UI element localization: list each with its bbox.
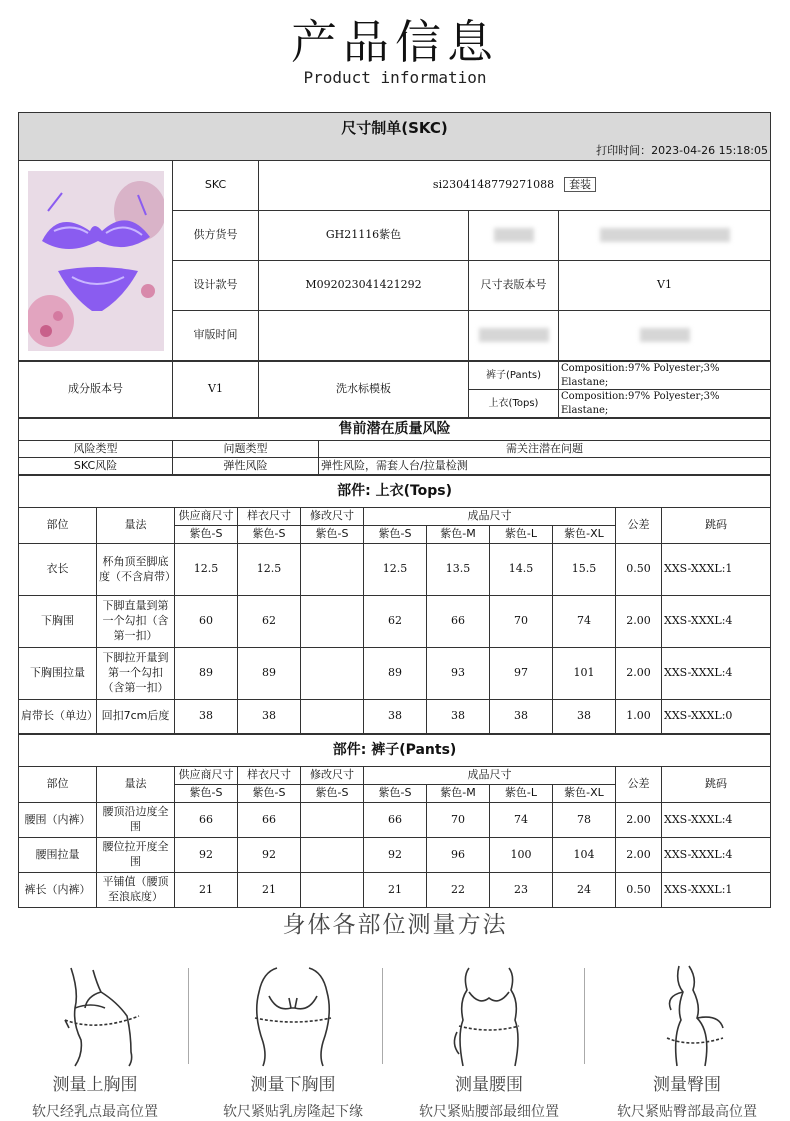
size-header: 紫色-M [427,526,490,544]
measure-figures [0,962,790,1120]
col-sample-size: 样衣尺寸 [238,767,301,785]
cell-part: 裤长（内裤） [19,873,97,908]
waist-figure-icon [429,962,549,1068]
measure-upper-bust [0,962,190,1120]
lingerie-photo-icon [28,171,164,351]
redacted-cell [559,211,771,261]
cell-jump: XXS-XXXL:4 [662,803,771,838]
composition-version-label: 成分版本号 [19,362,173,418]
cell-modify [301,838,364,873]
table-row [19,873,771,908]
cell-xl: 38 [553,700,616,734]
cell-tolerance: 2.00 [616,596,662,648]
composition-version-value: V1 [173,362,259,418]
tops-label: 上衣(Tops) [469,390,559,418]
tops-section-title: 部件: 上衣(Tops) [19,476,771,508]
cell-modify [301,700,364,734]
cell-m: 13.5 [427,544,490,596]
cell-s: 89 [364,648,427,700]
col-method: 量法 [97,767,175,803]
upper-bust-figure-icon [35,962,155,1068]
cell-supplier: 12.5 [175,544,238,596]
cell-tolerance: 2.00 [616,648,662,700]
size-header: 紫色-XL [553,785,616,803]
col-part: 部位 [19,508,97,544]
risk-type-label: 风险类型 [19,441,173,458]
cell-xl: 101 [553,648,616,700]
col-part: 部位 [19,767,97,803]
pants-section-title: 部件: 裤子(Pants) [19,735,771,767]
col-jump: 跳码 [662,508,771,544]
cell-modify [301,873,364,908]
col-method: 量法 [97,508,175,544]
cell-l: 14.5 [490,544,553,596]
cell-modify [301,596,364,648]
figure-divider [188,968,189,1064]
size-header: 紫色-S [364,526,427,544]
cell-supplier: 21 [175,873,238,908]
size-header: 紫色-S [238,785,301,803]
measure-hip [592,962,782,1120]
size-version-label: 尺寸表版本号 [469,261,559,311]
cell-part: 衣长 [19,544,97,596]
redacted-cell [469,311,559,361]
skc-tag: 套装 [564,177,596,192]
measure-under-bust [198,962,388,1120]
cell-modify [301,648,364,700]
size-header: 紫色-S [238,526,301,544]
pants-composition: Composition:97% Polyester;3% Elastane; [559,362,771,390]
supplier-no-value: GH21116紫色 [259,211,469,261]
cell-s: 62 [364,596,427,648]
hip-figure-icon [627,962,747,1068]
redacted-cell [559,311,771,361]
col-jump: 跳码 [662,767,771,803]
measure-name: 测量上胸围 [52,1075,138,1095]
cell-l: 97 [490,648,553,700]
cell-sample: 38 [238,700,301,734]
cell-sample: 92 [238,838,301,873]
cell-m: 38 [427,700,490,734]
size-sheet [18,112,770,908]
cell-tolerance: 1.00 [616,700,662,734]
cell-sample: 66 [238,803,301,838]
col-sample-size: 样衣尺寸 [238,508,301,526]
cell-l: 23 [490,873,553,908]
attention-label: 需关注潜在问题 [319,441,771,458]
measure-name: 测量腰围 [455,1075,523,1095]
redacted-cell [469,211,559,261]
cell-m: 70 [427,803,490,838]
cell-xl: 15.5 [553,544,616,596]
cell-part: 肩带长（单边） [19,700,97,734]
cell-jump: XXS-XXXL:4 [662,596,771,648]
measure-desc: 软尺紧贴腰部最细位置 [419,1104,559,1120]
sheet-title: 尺寸制单(SKC) [19,113,771,143]
cell-method: 平铺值（腰顶至浪底度） [97,873,175,908]
review-time-value [259,311,469,361]
size-header: 紫色-S [175,526,238,544]
cell-method: 腰顶沿边度全围 [97,803,175,838]
cell-modify [301,803,364,838]
table-row [19,648,771,700]
cell-jump: XXS-XXXL:4 [662,838,771,873]
measure-desc: 软尺紧贴臀部最高位置 [617,1104,757,1120]
cell-supplier: 38 [175,700,238,734]
cell-part: 下胸围拉量 [19,648,97,700]
measure-desc: 软尺经乳点最高位置 [32,1104,158,1120]
wash-label-template: 洗水标模板 [259,362,469,418]
measure-name: 测量臀围 [653,1075,721,1095]
problem-type-value: 弹性风险 [173,458,319,475]
cell-tolerance: 0.50 [616,873,662,908]
cell-jump: XXS-XXXL:1 [662,544,771,596]
cell-l: 74 [490,803,553,838]
cell-s: 92 [364,838,427,873]
cell-l: 70 [490,596,553,648]
col-tolerance: 公差 [616,508,662,544]
cell-jump: XXS-XXXL:0 [662,700,771,734]
pants-label: 裤子(Pants) [469,362,559,390]
design-no-label: 设计款号 [173,261,259,311]
skc-value: si2304148779271088 [432,178,555,192]
size-header: 紫色-L [490,785,553,803]
tops-table [18,475,771,734]
size-header: 紫色-M [427,785,490,803]
risk-section-title: 售前潜在质量风险 [19,419,771,441]
cell-m: 93 [427,648,490,700]
skc-value-cell [259,161,771,211]
cell-m: 66 [427,596,490,648]
cell-method: 杯角顶至脚底度（不含肩带） [97,544,175,596]
cell-s: 38 [364,700,427,734]
cell-part: 腰围拉量 [19,838,97,873]
cell-tolerance: 2.00 [616,838,662,873]
cell-sample: 62 [238,596,301,648]
cell-method: 下脚直量到第一个勾扣（含第一扣） [97,596,175,648]
cell-supplier: 66 [175,803,238,838]
measure-name: 测量下胸围 [250,1075,336,1095]
cell-method: 腰位拉开度全围 [97,838,175,873]
cell-supplier: 92 [175,838,238,873]
cell-supplier: 89 [175,648,238,700]
design-no-value: M092023041421292 [259,261,469,311]
problem-type-label: 问题类型 [173,441,319,458]
cell-l: 38 [490,700,553,734]
table-row [19,803,771,838]
col-modify-size: 修改尺寸 [301,508,364,526]
tops-composition: Composition:97% Polyester;3% Elastane; [559,390,771,418]
under-bust-figure-icon [233,962,353,1068]
page-title: 产品信息 [291,15,499,69]
col-finished-size: 成品尺寸 [364,767,616,785]
cell-tolerance: 2.00 [616,803,662,838]
measure-waist [394,962,584,1120]
attention-value: 弹性风险，需套人台/拉量检测 [319,458,771,475]
table-row [19,544,771,596]
col-supplier-size: 供应商尺寸 [175,508,238,526]
cell-s: 21 [364,873,427,908]
figure-divider [382,968,383,1064]
size-version-value: V1 [559,261,771,311]
cell-m: 96 [427,838,490,873]
cell-jump: XXS-XXXL:4 [662,648,771,700]
size-header: 紫色-S [175,785,238,803]
cell-sample: 21 [238,873,301,908]
cell-xl: 74 [553,596,616,648]
col-tolerance: 公差 [616,767,662,803]
cell-xl: 78 [553,803,616,838]
col-finished-size: 成品尺寸 [364,508,616,526]
print-time: 打印时间：2023-04-26 15:18:05 [19,143,771,161]
size-header: 紫色-XL [553,526,616,544]
cell-sample: 89 [238,648,301,700]
info-table [18,112,771,361]
cell-modify [301,544,364,596]
composition-table [18,361,771,418]
page-subtitle: Product information [303,68,487,87]
table-row [19,596,771,648]
cell-method: 下脚拉开量到第一个勾扣（含第一扣） [97,648,175,700]
col-supplier-size: 供应商尺寸 [175,767,238,785]
supplier-no-label: 供方货号 [173,211,259,261]
risk-type-value: SKC风险 [19,458,173,475]
cell-s: 66 [364,803,427,838]
cell-xl: 24 [553,873,616,908]
review-time-label: 审版时间 [173,311,259,361]
measure-title: 身体各部位测量方法 [282,912,508,938]
measure-desc: 软尺紧贴乳房隆起下缘 [223,1104,363,1120]
cell-tolerance: 0.50 [616,544,662,596]
skc-label: SKC [173,161,259,211]
size-header: 紫色-S [301,785,364,803]
cell-sample: 12.5 [238,544,301,596]
cell-part: 下胸围 [19,596,97,648]
size-header: 紫色-S [301,526,364,544]
cell-method: 回扣7cm后度 [97,700,175,734]
risk-table [18,418,771,475]
cell-s: 12.5 [364,544,427,596]
col-modify-size: 修改尺寸 [301,767,364,785]
cell-part: 腰围（内裤） [19,803,97,838]
size-header: 紫色-L [490,526,553,544]
cell-l: 100 [490,838,553,873]
table-row [19,838,771,873]
cell-supplier: 60 [175,596,238,648]
cell-xl: 104 [553,838,616,873]
figure-divider [584,968,585,1064]
product-photo [19,161,173,361]
size-header: 紫色-S [364,785,427,803]
pants-table [18,734,771,908]
table-row [19,700,771,734]
cell-jump: XXS-XXXL:1 [662,873,771,908]
cell-m: 22 [427,873,490,908]
